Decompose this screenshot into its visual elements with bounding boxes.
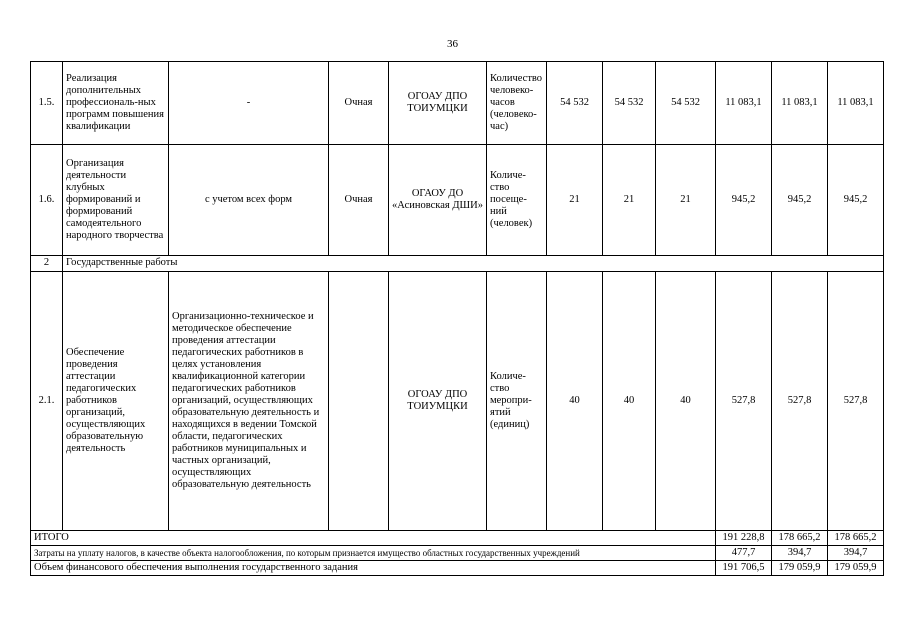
total-year-1: 191 228,8 (716, 531, 772, 546)
table-row (31, 62, 884, 145)
taxes-year-2: 394,7 (772, 546, 828, 561)
section-row (31, 256, 884, 272)
funding-year-1: 945,2 (716, 145, 772, 256)
organization: ОГОАУ ДПО ТОИУМЦКИ (389, 62, 487, 145)
organization: ОГОАУ ДПО ТОИУМЦКИ (389, 272, 487, 531)
funding-total-year-2: 179 059,9 (772, 561, 828, 576)
service-content: с учетом всех форм (169, 145, 329, 256)
taxes-year-3: 394,7 (828, 546, 884, 561)
volume-year-1: 54 532 (547, 62, 603, 145)
page-number: 36 (447, 38, 458, 50)
unit-of-measure: Количество человеко-часов (человеко-час) (487, 62, 547, 145)
section-number: 2 (31, 256, 63, 272)
volume-year-2: 40 (603, 272, 656, 531)
service-name: Организация деятельности клубных формирований и формирований самодеятельного народного творчества (63, 145, 169, 256)
unit-of-measure: Количе-ство посеще-ний (человек) (487, 145, 547, 256)
taxes-year-1: 477,7 (716, 546, 772, 561)
organization: ОГАОУ ДО «Асиновская ДШИ» (389, 145, 487, 256)
table-row (31, 272, 884, 531)
unit-of-measure: Количе-ство меропри-ятий (единиц) (487, 272, 547, 531)
funding-year-2: 11 083,1 (772, 62, 828, 145)
service-form: Очная (329, 62, 389, 145)
funding-total-year-1: 191 706,5 (716, 561, 772, 576)
total-year-2: 178 665,2 (772, 531, 828, 546)
funding-year-1: 527,8 (716, 272, 772, 531)
row-number: 2.1. (31, 272, 63, 531)
state-task-table (30, 61, 884, 576)
volume-year-2: 54 532 (603, 62, 656, 145)
total-row (31, 531, 884, 546)
funding-year-2: 527,8 (772, 272, 828, 531)
funding-year-2: 945,2 (772, 145, 828, 256)
volume-year-2: 21 (603, 145, 656, 256)
section-title: Государственные работы (63, 256, 884, 272)
funding-label: Объем финансового обеспечения выполнения государственного задания (31, 561, 716, 576)
funding-year-3: 945,2 (828, 145, 884, 256)
volume-year-3: 54 532 (656, 62, 716, 145)
service-form: Очная (329, 145, 389, 256)
work-form (329, 272, 389, 531)
volume-year-3: 21 (656, 145, 716, 256)
row-number: 1.6. (31, 145, 63, 256)
service-content: - (169, 62, 329, 145)
funding-year-3: 527,8 (828, 272, 884, 531)
row-number: 1.5. (31, 62, 63, 145)
total-label: ИТОГО (31, 531, 716, 546)
work-content: Организационно-техническое и методическое обеспечение проведения аттестации педагогических работников в целях установления квалификационной категории педагогических работников организаций, осуществляющих образовательную деятельность и находящихся в ведении Томской области, педагогических работников муниципальных и частных организаций, осуществляющих образовательную деятельность (169, 272, 329, 531)
volume-year-1: 40 (547, 272, 603, 531)
volume-year-1: 21 (547, 145, 603, 256)
table-row (31, 145, 884, 256)
funding-year-3: 11 083,1 (828, 62, 884, 145)
funding-total-year-3: 179 059,9 (828, 561, 884, 576)
funding-year-1: 11 083,1 (716, 62, 772, 145)
total-year-3: 178 665,2 (828, 531, 884, 546)
funding-row (31, 561, 884, 576)
service-name: Реализация дополнительных профессиональ-ных программ повышения квалификации (63, 62, 169, 145)
taxes-label: Затраты на уплату налогов, в качестве объекта налогообложения, по которым признается имущество областных государственных учреждений (31, 546, 716, 561)
taxes-row (31, 546, 884, 561)
volume-year-3: 40 (656, 272, 716, 531)
work-name: Обеспечение проведения аттестации педагогических работников организаций, осуществляющих образовательную деятельность (63, 272, 169, 531)
